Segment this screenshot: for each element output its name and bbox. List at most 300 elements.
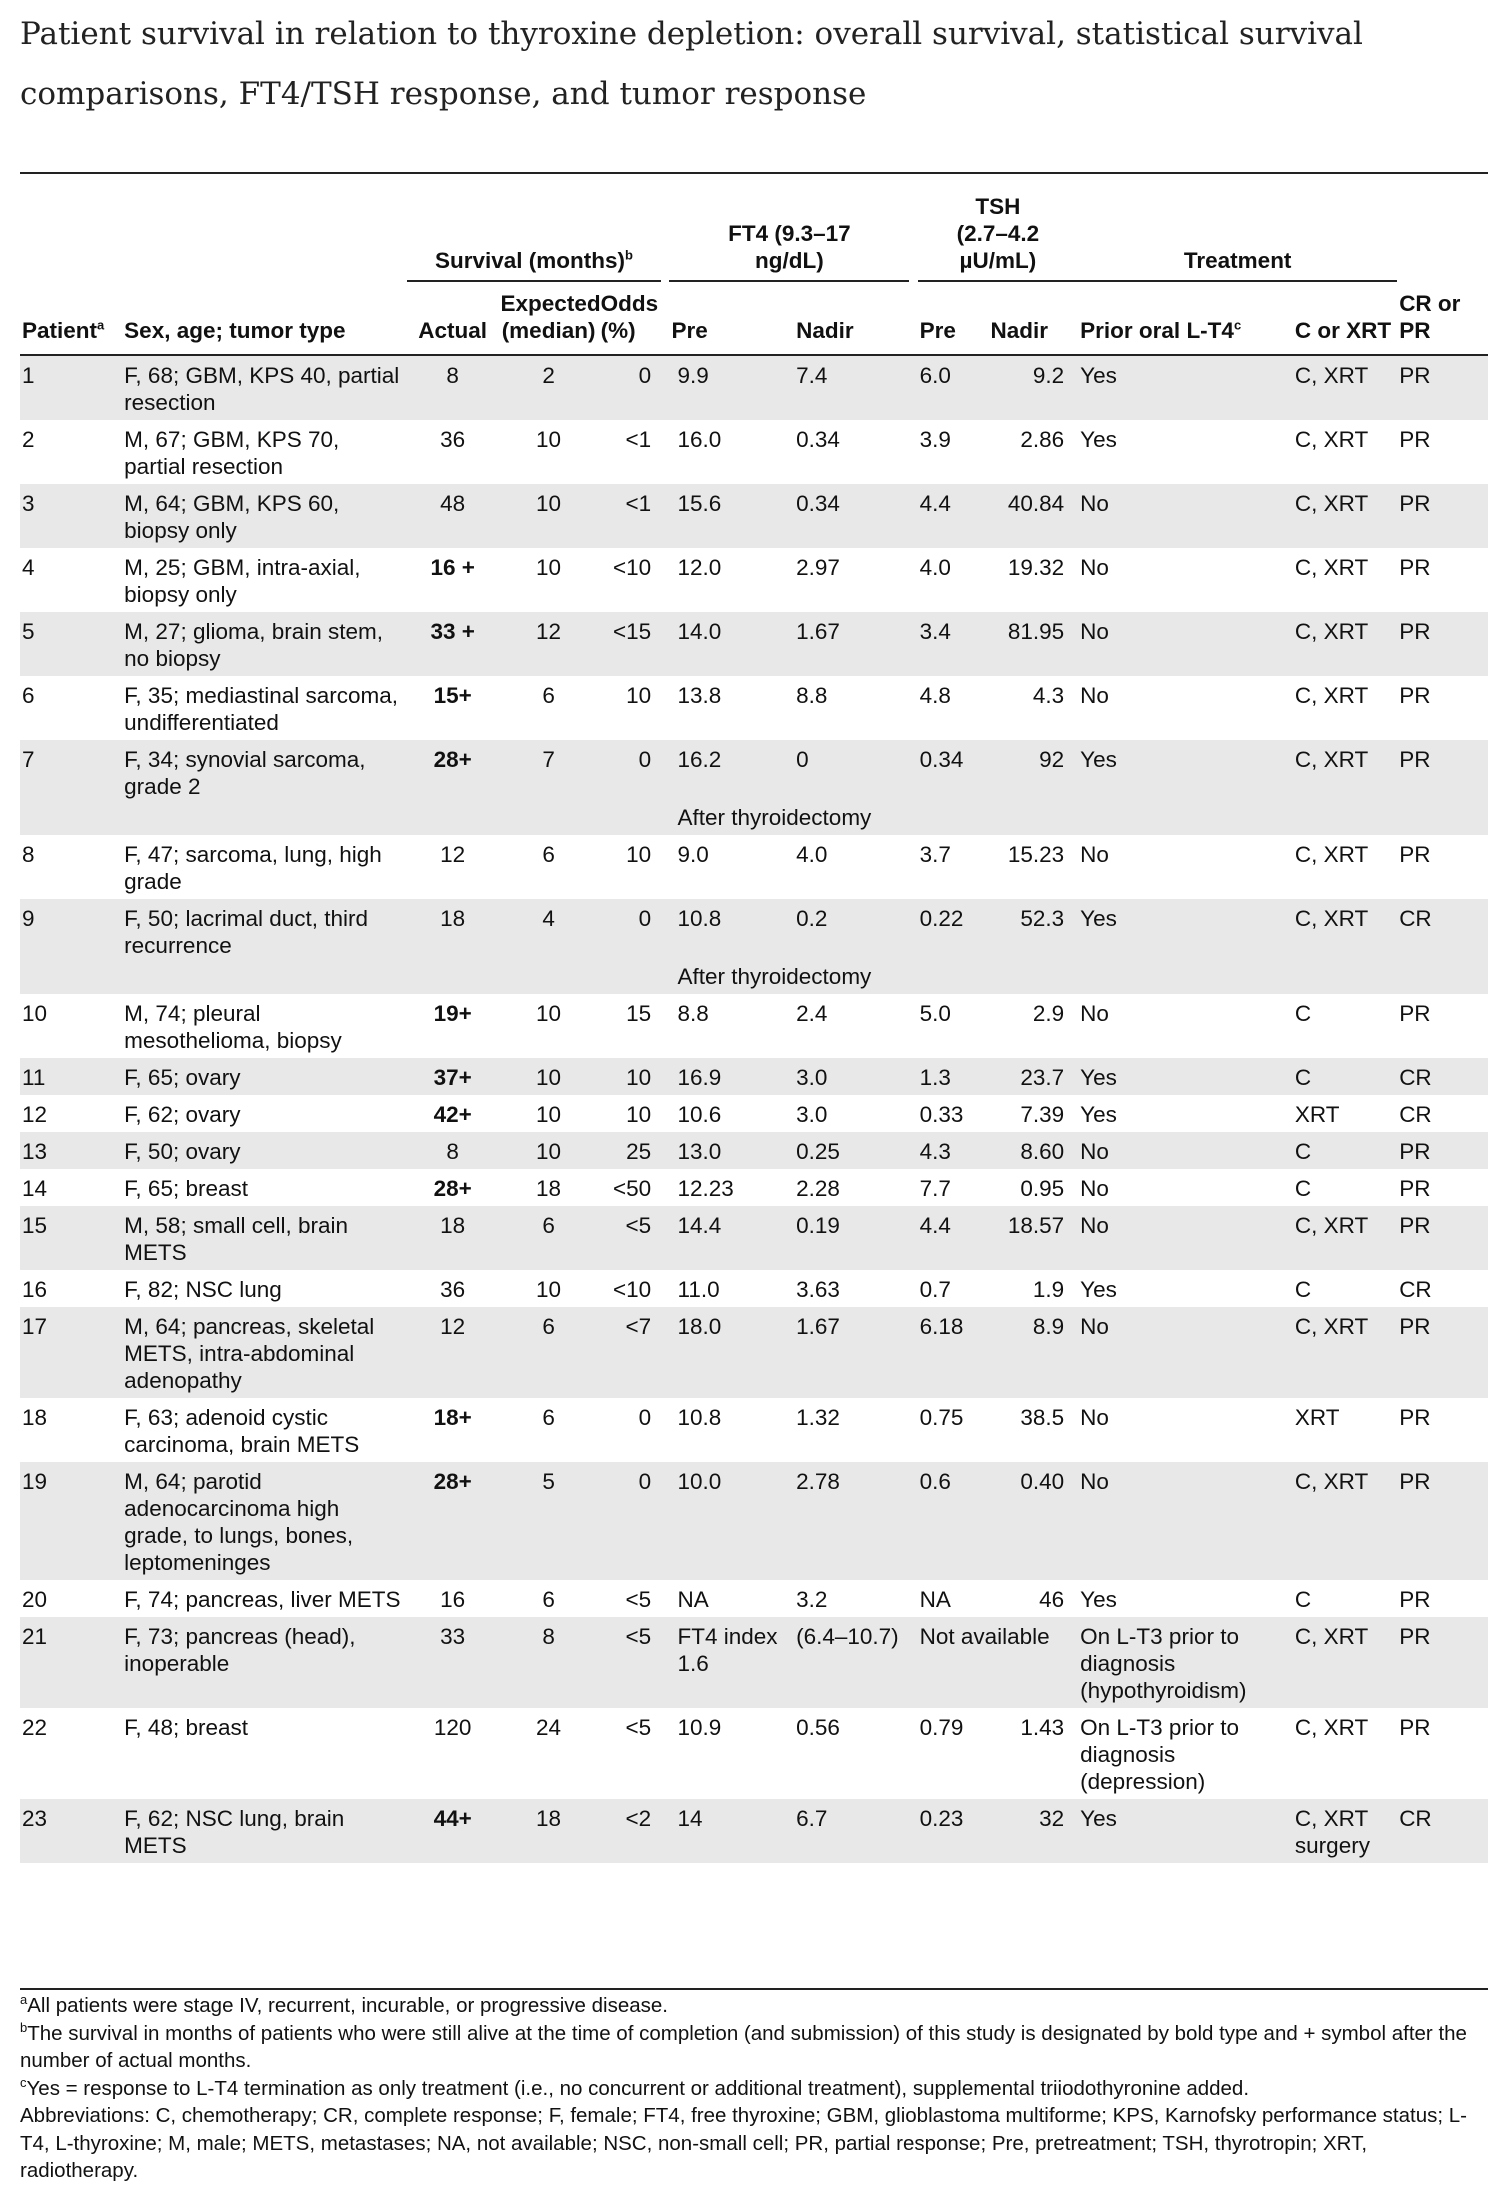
cell-sex-age-tumor: F, 48; breast xyxy=(124,1715,248,1740)
cell-empty xyxy=(1078,963,1293,994)
cell-empty xyxy=(1078,804,1293,835)
cell-tsh-pre: 0.34 xyxy=(918,740,989,804)
cell-cr-or-pr: CR xyxy=(1399,1102,1432,1127)
cell-gap xyxy=(661,1462,669,1580)
header-ft4-nadir: Nadir xyxy=(782,281,909,355)
cell-prior-oral-lt4: No xyxy=(1078,612,1293,676)
cell-expected: 10 xyxy=(536,1001,562,1026)
cell-empty xyxy=(1397,804,1488,835)
cell-sex-age-tumor: M, 27; glioma, brain stem, no biopsy xyxy=(122,612,407,676)
cell-c-or-xrt: C, XRT surgery xyxy=(1293,1799,1397,1863)
cell-c-or-xrt: C, XRT xyxy=(1293,484,1397,548)
cell-gap xyxy=(909,612,917,676)
cell-tsh-pre: 6.18 xyxy=(918,1307,989,1398)
cell-gap xyxy=(661,1580,669,1617)
cell-actual: 28+ xyxy=(407,1462,499,1580)
cell-ft4-nadir: 0.34 xyxy=(782,484,909,548)
cell-ft4-nadir: 6.7 xyxy=(782,1799,909,1863)
cell-sex-age-tumor: F, 74; pancreas, liver METS xyxy=(124,1587,401,1612)
cell-odds: <15 xyxy=(599,612,662,676)
cell-odds: <10 xyxy=(612,555,652,580)
cell-prior-oral-lt4: No xyxy=(1080,1001,1109,1026)
cell-sex-age-tumor: F, 47; sarcoma, lung, high grade xyxy=(124,842,382,894)
cell-actual: 42+ xyxy=(433,1102,472,1127)
cell-empty xyxy=(918,963,989,994)
table-row xyxy=(20,355,1488,420)
cell-thyroidectomy-note: After thyroidectomy xyxy=(669,963,917,994)
cell-tsh-pre: NA xyxy=(919,1587,951,1612)
cell-odds: 0 xyxy=(599,899,662,963)
cell-expected: 6 xyxy=(542,842,555,867)
cell-gap xyxy=(661,899,669,963)
cell-empty xyxy=(918,804,989,835)
footnote-abbreviations: Abbreviations: C, chemotherapy; CR, complete response; F, female; FT4, free thyroxine; GBM, glioblastoma multiforme; KPS, Karnofsky performance status; L-T4, L-thyroxine; M, male; METS, metastases; NA, not available; NSC, non-small cell; PR, partial response; Pre, pretreatment; TSH, thyrotropin; XRT, radiotherapy. xyxy=(20,2104,1467,2182)
cell-empty xyxy=(20,963,122,994)
cell-cr-or-pr: PR xyxy=(1399,555,1431,580)
cell-gap xyxy=(661,994,669,1058)
cell-odds: <5 xyxy=(625,1587,652,1612)
cell-ft4-pre: 16.0 xyxy=(677,427,722,452)
cell-ft4-pre: 10.9 xyxy=(677,1715,722,1740)
cell-expected: 5 xyxy=(499,1462,599,1580)
cell-cr-or-pr: PR xyxy=(1399,842,1431,867)
table-row xyxy=(20,899,1488,963)
cell-expected: 18 xyxy=(536,1176,562,1201)
cell-ft4-nadir: 2.4 xyxy=(796,1001,828,1026)
cell-prior-oral-lt4: No xyxy=(1080,683,1109,708)
cell-cr-or-pr: PR xyxy=(1399,1001,1431,1026)
cell-prior-oral-lt4: Yes xyxy=(1080,1587,1117,1612)
cell-patient: 8 xyxy=(22,842,35,867)
cell-patient: 5 xyxy=(20,612,122,676)
cell-odds: <7 xyxy=(599,1307,662,1398)
cell-gap xyxy=(909,1799,917,1863)
cell-expected: 6 xyxy=(542,1405,555,1430)
cell-cr-or-pr: PR xyxy=(1397,355,1488,420)
cell-tsh-pre: 0.79 xyxy=(919,1715,964,1740)
cell-tsh-nadir: 18.57 xyxy=(989,1206,1079,1270)
cell-cr-or-pr: PR xyxy=(1397,1307,1488,1398)
cell-odds: <2 xyxy=(599,1799,662,1863)
cell-gap xyxy=(661,1095,669,1132)
cell-expected: 6 xyxy=(542,1587,555,1612)
cell-odds: <5 xyxy=(625,1715,652,1740)
cell-actual: 33 xyxy=(407,1617,499,1708)
cell-actual: 36 xyxy=(440,427,466,452)
cell-c-or-xrt: C, XRT xyxy=(1294,427,1369,452)
table-row xyxy=(20,1617,1488,1708)
footnote-c: $^c$Yes = response to L-T4 termination as only treatment (i.e., no concurrent or additional treatment), supplemental triiodothyronine added. xyxy=(20,2074,1250,2100)
cell-tsh-nadir: 2.9 xyxy=(1032,1001,1065,1026)
cell-ft4-pre: 8.8 xyxy=(677,1001,709,1026)
cell-expected: 8 xyxy=(499,1617,599,1708)
footnote-b: $^b$The survival in months of patients who were still alive at the time of completion (and submission) of this study is designated by bold type and + symbol after the number of actual months. xyxy=(20,2019,1467,2072)
cell-ft4-pre: 11.0 xyxy=(677,1277,720,1302)
cell-empty xyxy=(1293,963,1397,994)
table-row xyxy=(20,1708,1488,1799)
cell-tsh-pre: 4.8 xyxy=(919,683,951,708)
cell-empty xyxy=(661,804,669,835)
cell-empty xyxy=(499,963,599,994)
cell-tsh-pre: Not available xyxy=(918,1617,1079,1708)
cell-odds: 10 xyxy=(626,683,652,708)
cell-patient: 17 xyxy=(20,1307,122,1398)
cell-ft4-nadir: 1.67 xyxy=(782,612,909,676)
cell-actual: 18 xyxy=(407,899,499,963)
cell-c-or-xrt: C, XRT xyxy=(1293,740,1397,804)
cell-patient: 12 xyxy=(22,1102,48,1127)
cell-prior-oral-lt4: No xyxy=(1080,842,1109,867)
cell-actual: 120 xyxy=(433,1715,472,1740)
cell-actual: 16 + xyxy=(430,555,475,580)
cell-actual: 33 + xyxy=(407,612,499,676)
cell-sex-age-tumor: M, 64; parotid adenocarcinoma high grade, to lungs, bones, leptomeninges xyxy=(122,1462,407,1580)
cell-ft4-pre: 14.0 xyxy=(669,612,782,676)
header-sex-age-tumor: Sex, age; tumor type xyxy=(122,281,407,355)
cell-sex-age-tumor: F, 62; NSC lung, brain METS xyxy=(122,1799,407,1863)
cell-sex-age-tumor: M, 67; GBM, KPS 70, partial resection xyxy=(124,427,340,479)
cell-empty xyxy=(599,804,662,835)
cell-odds: 0 xyxy=(599,1462,662,1580)
cell-cr-or-pr: PR xyxy=(1399,427,1431,452)
cell-gap xyxy=(661,420,669,484)
cell-actual: 16 xyxy=(440,1587,466,1612)
cell-tsh-nadir: 2.86 xyxy=(1020,427,1065,452)
cell-ft4-pre: 9.9 xyxy=(669,355,782,420)
cell-odds: 0 xyxy=(599,355,662,420)
cell-gap xyxy=(909,1270,917,1307)
cell-ft4-nadir: (6.4–10.7) xyxy=(782,1617,909,1708)
cell-ft4-pre: 10.6 xyxy=(677,1102,722,1127)
cell-tsh-nadir: 40.84 xyxy=(989,484,1079,548)
cell-prior-oral-lt4: No xyxy=(1078,1132,1293,1169)
cell-ft4-pre: 14.4 xyxy=(669,1206,782,1270)
survival-group-header: Survival (months)$^b$ xyxy=(407,174,661,281)
cell-cr-or-pr: PR xyxy=(1397,1462,1488,1580)
cell-empty xyxy=(661,963,669,994)
cell-empty xyxy=(407,963,499,994)
cell-c-or-xrt: C, XRT xyxy=(1294,1715,1369,1740)
cell-gap xyxy=(909,484,917,548)
cell-expected: 12 xyxy=(499,612,599,676)
table-caption: Patient survival in relation to thyroxine depletion: overall survival, statistical survival comparisons, FT4/TSH response, and tumor response xyxy=(20,16,1363,112)
cell-gap xyxy=(661,1132,669,1169)
cell-expected: 10 xyxy=(536,1277,562,1302)
table-row xyxy=(20,1398,1488,1462)
survival-table xyxy=(20,174,1488,1863)
cell-ft4-nadir: 2.97 xyxy=(796,555,840,580)
table-row xyxy=(20,420,1488,484)
cell-sex-age-tumor: M, 25; GBM, intra-axial, biopsy only xyxy=(124,555,361,607)
cell-c-or-xrt: C, XRT xyxy=(1294,842,1369,867)
cell-ft4-nadir: 1.67 xyxy=(782,1307,909,1398)
table-row xyxy=(20,1058,1488,1095)
cell-ft4-nadir: 0.25 xyxy=(782,1132,909,1169)
cell-ft4-pre: FT4 index 1.6 xyxy=(669,1617,782,1708)
cell-gap xyxy=(661,1270,669,1307)
cell-actual: 15+ xyxy=(433,683,472,708)
cell-expected: 7 xyxy=(499,740,599,804)
cell-prior-oral-lt4: Yes xyxy=(1080,427,1117,452)
cell-sex-age-tumor: F, 63; adenoid cystic carcinoma, brain METS xyxy=(124,1405,360,1457)
cell-tsh-pre: 3.9 xyxy=(919,427,951,452)
cell-tsh-pre: 5.0 xyxy=(919,1001,951,1026)
cell-tsh-nadir: 52.3 xyxy=(989,899,1079,963)
cell-expected: 10 xyxy=(536,555,562,580)
cell-gap xyxy=(661,835,669,899)
cell-prior-oral-lt4: Yes xyxy=(1080,1277,1117,1302)
cell-cr-or-pr: PR xyxy=(1399,1587,1431,1612)
cell-patient: 20 xyxy=(22,1587,48,1612)
cell-ft4-nadir: 3.2 xyxy=(796,1587,828,1612)
table-row xyxy=(20,835,1488,899)
table-row xyxy=(20,1307,1488,1398)
cell-expected: 6 xyxy=(542,683,555,708)
cell-odds: <50 xyxy=(612,1176,652,1201)
cell-tsh-pre: 0.6 xyxy=(918,1462,989,1580)
cell-gap xyxy=(909,1058,917,1095)
cell-gap xyxy=(909,1132,917,1169)
cell-patient: 9 xyxy=(20,899,122,963)
cell-prior-oral-lt4: Yes xyxy=(1080,1102,1117,1127)
cell-tsh-pre: 0.7 xyxy=(919,1277,951,1302)
cell-ft4-nadir: 0.2 xyxy=(782,899,909,963)
cell-patient: 18 xyxy=(22,1405,48,1430)
cell-ft4-nadir: 3.63 xyxy=(796,1277,840,1302)
cell-sex-age-tumor: F, 73; pancreas (head), inoperable xyxy=(122,1617,407,1708)
cell-expected: 10 xyxy=(499,1058,599,1095)
cell-tsh-pre: 0.33 xyxy=(919,1102,964,1127)
cell-patient: 15 xyxy=(20,1206,122,1270)
cell-prior-oral-lt4: Yes xyxy=(1078,355,1293,420)
cell-ft4-nadir: 2.78 xyxy=(782,1462,909,1580)
cell-sex-age-tumor: M, 58; small cell, brain METS xyxy=(122,1206,407,1270)
cell-expected: 6 xyxy=(499,1307,599,1398)
cell-cr-or-pr: PR xyxy=(1397,740,1488,804)
cell-gap xyxy=(909,1095,917,1132)
cell-sex-age-tumor: M, 64; GBM, KPS 60, biopsy only xyxy=(122,484,407,548)
cell-expected: 10 xyxy=(536,427,562,452)
cell-c-or-xrt: C xyxy=(1294,1587,1312,1612)
cell-gap xyxy=(661,548,669,612)
cell-gap xyxy=(661,1169,669,1206)
cell-empty xyxy=(989,804,1079,835)
cell-odds: 0 xyxy=(638,1405,652,1430)
cell-patient: 21 xyxy=(20,1617,122,1708)
cell-patient: 7 xyxy=(20,740,122,804)
cell-prior-oral-lt4: No xyxy=(1080,555,1109,580)
cell-odds: 15 xyxy=(626,1001,652,1026)
cell-prior-oral-lt4: Yes xyxy=(1078,899,1293,963)
cell-ft4-nadir: 3.0 xyxy=(796,1102,828,1127)
cell-tsh-pre: 1.3 xyxy=(918,1058,989,1095)
cell-gap xyxy=(661,484,669,548)
cell-c-or-xrt: C, XRT xyxy=(1293,1206,1397,1270)
cell-ft4-nadir: 3.0 xyxy=(782,1058,909,1095)
cell-tsh-nadir: 46 xyxy=(1039,1587,1065,1612)
table-row xyxy=(20,740,1488,804)
cell-thyroidectomy-note: After thyroidectomy xyxy=(669,804,917,835)
cell-tsh-pre: 0.75 xyxy=(919,1405,964,1430)
cell-tsh-pre: 6.0 xyxy=(918,355,989,420)
cell-c-or-xrt: C, XRT xyxy=(1294,555,1369,580)
cell-c-or-xrt: C, XRT xyxy=(1293,1617,1397,1708)
cell-patient: 4 xyxy=(22,555,35,580)
ft4-group-header: FT4 (9.3–17 ng/dL) xyxy=(669,174,909,281)
cell-ft4-pre: 12.23 xyxy=(677,1176,734,1201)
cell-tsh-nadir: 1.9 xyxy=(1032,1277,1065,1302)
cell-ft4-pre: 14 xyxy=(669,1799,782,1863)
cell-odds: 10 xyxy=(626,1102,652,1127)
cell-expected: 10 xyxy=(499,484,599,548)
cell-ft4-nadir: 0.56 xyxy=(796,1715,840,1740)
cell-odds: <5 xyxy=(599,1206,662,1270)
footnote-a: $^a$All patients were stage IV, recurrent, incurable, or progressive disease. xyxy=(20,1992,668,2017)
cell-actual: 12 xyxy=(440,842,466,867)
header-patient: Patient$^a$ xyxy=(20,281,122,355)
cell-actual: 18 xyxy=(407,1206,499,1270)
table-row xyxy=(20,676,1488,740)
cell-cr-or-pr: PR xyxy=(1397,484,1488,548)
cell-cr-or-pr: PR xyxy=(1397,1206,1488,1270)
table-row xyxy=(20,1462,1488,1580)
cell-sex-age-tumor: M, 74; pleural mesothelioma, biopsy xyxy=(124,1001,342,1053)
cell-tsh-nadir: 92 xyxy=(989,740,1079,804)
cell-gap xyxy=(661,612,669,676)
survival-table-body xyxy=(20,355,1488,1863)
cell-empty xyxy=(20,804,122,835)
cell-cr-or-pr: CR xyxy=(1397,1799,1488,1863)
cell-sex-age-tumor: F, 82; NSC lung xyxy=(124,1277,282,1302)
cell-odds: <1 xyxy=(625,427,652,452)
cell-ft4-pre: 18.0 xyxy=(669,1307,782,1398)
cell-ft4-pre: 12.0 xyxy=(677,555,722,580)
cell-patient: 11 xyxy=(20,1058,122,1095)
cell-tsh-nadir: 19.32 xyxy=(1007,555,1065,580)
cell-tsh-nadir: 4.3 xyxy=(1032,683,1065,708)
cell-expected: 10 xyxy=(536,1102,562,1127)
cell-sex-age-tumor: F, 50; lacrimal duct, third recurrence xyxy=(122,899,407,963)
cell-odds: 0 xyxy=(599,740,662,804)
cell-c-or-xrt: C xyxy=(1294,1001,1312,1026)
cell-patient: 13 xyxy=(20,1132,122,1169)
cell-empty xyxy=(599,963,662,994)
survival-table-container xyxy=(20,172,1488,1863)
cell-gap xyxy=(909,1206,917,1270)
cell-cr-or-pr: CR xyxy=(1397,899,1488,963)
cell-c-or-xrt: C, XRT xyxy=(1293,1462,1397,1580)
cell-gap xyxy=(909,355,917,420)
cell-ft4-pre: 10.8 xyxy=(677,1405,722,1430)
cell-empty xyxy=(1397,963,1488,994)
cell-gap xyxy=(661,676,669,740)
cell-gap xyxy=(909,1617,917,1708)
cell-sex-age-tumor: F, 65; ovary xyxy=(122,1058,407,1095)
cell-gap xyxy=(909,1398,917,1462)
cell-empty xyxy=(122,804,407,835)
cell-gap xyxy=(909,1462,917,1580)
cell-tsh-nadir: 23.7 xyxy=(989,1058,1079,1095)
cell-c-or-xrt: C xyxy=(1294,1176,1312,1201)
table-row xyxy=(20,548,1488,612)
cell-c-or-xrt: C, XRT xyxy=(1294,683,1369,708)
cell-ft4-nadir: 2.28 xyxy=(796,1176,840,1201)
cell-gap xyxy=(661,1206,669,1270)
treatment-group-header: Treatment xyxy=(1078,174,1397,281)
tsh-group-header: TSH (2.7–4.2 µU/mL) xyxy=(918,174,1079,281)
cell-gap xyxy=(661,1617,669,1708)
cell-sex-age-tumor: F, 62; ovary xyxy=(124,1102,241,1127)
table-row xyxy=(20,1095,1488,1132)
cell-sex-age-tumor: F, 35; mediastinal sarcoma, undifferentiated xyxy=(124,683,399,735)
cell-tsh-pre: 7.7 xyxy=(919,1176,951,1201)
cell-empty xyxy=(407,804,499,835)
header-cr-or-pr: CR or PR xyxy=(1397,281,1488,355)
cell-c-or-xrt: C, XRT xyxy=(1293,899,1397,963)
cell-cr-or-pr: PR xyxy=(1399,1715,1431,1740)
cell-expected: 10 xyxy=(499,1132,599,1169)
cell-odds: <5 xyxy=(599,1617,662,1708)
cell-c-or-xrt: XRT xyxy=(1294,1102,1340,1127)
footnotes xyxy=(20,1988,1488,2185)
cell-ft4-pre: 16.2 xyxy=(669,740,782,804)
header-ft4-pre: Pre xyxy=(669,281,782,355)
cell-gap xyxy=(909,1580,917,1617)
header-expected: Expected (median) xyxy=(499,281,599,355)
cell-ft4-pre: 15.6 xyxy=(669,484,782,548)
cell-odds: 10 xyxy=(599,1058,662,1095)
cell-tsh-pre: 4.4 xyxy=(918,1206,989,1270)
cell-tsh-pre: 4.4 xyxy=(918,484,989,548)
cell-tsh-pre: 3.7 xyxy=(919,842,951,867)
cell-patient: 1 xyxy=(20,355,122,420)
cell-cr-or-pr: CR xyxy=(1399,1277,1432,1302)
cell-c-or-xrt: C, XRT xyxy=(1293,1307,1397,1398)
table-row xyxy=(20,1799,1488,1863)
cell-gap xyxy=(909,899,917,963)
cell-prior-oral-lt4: No xyxy=(1078,484,1293,548)
cell-gap xyxy=(909,835,917,899)
cell-patient: 16 xyxy=(22,1277,48,1302)
cell-actual: 19+ xyxy=(433,1001,472,1026)
table-row-note xyxy=(20,963,1488,994)
cell-ft4-pre: 16.9 xyxy=(669,1058,782,1095)
cell-ft4-pre: 9.0 xyxy=(677,842,709,867)
cell-ft4-nadir: 0.19 xyxy=(782,1206,909,1270)
cell-c-or-xrt: XRT xyxy=(1294,1405,1340,1430)
cell-tsh-nadir: 15.23 xyxy=(1007,842,1065,867)
cell-actual: 12 xyxy=(407,1307,499,1398)
cell-patient: 14 xyxy=(22,1176,48,1201)
cell-patient: 3 xyxy=(20,484,122,548)
table-row xyxy=(20,1132,1488,1169)
cell-prior-oral-lt4: No xyxy=(1078,1307,1293,1398)
cell-tsh-nadir: 8.60 xyxy=(989,1132,1079,1169)
cell-patient: 19 xyxy=(20,1462,122,1580)
cell-actual: 44+ xyxy=(407,1799,499,1863)
cell-c-or-xrt: C xyxy=(1293,1132,1397,1169)
cell-prior-oral-lt4: On L-T3 prior to diagnosis (depression) xyxy=(1080,1715,1239,1794)
cell-actual: 28+ xyxy=(433,1176,472,1201)
cell-prior-oral-lt4: No xyxy=(1080,1405,1109,1430)
header-odds: Odds (%) xyxy=(599,281,662,355)
cell-ft4-nadir: 1.32 xyxy=(796,1405,840,1430)
cell-ft4-nadir: 0 xyxy=(782,740,909,804)
cell-gap xyxy=(661,740,669,804)
cell-gap xyxy=(661,1398,669,1462)
cell-sex-age-tumor: F, 34; synovial sarcoma, grade 2 xyxy=(122,740,407,804)
cell-c-or-xrt: C xyxy=(1294,1277,1312,1302)
